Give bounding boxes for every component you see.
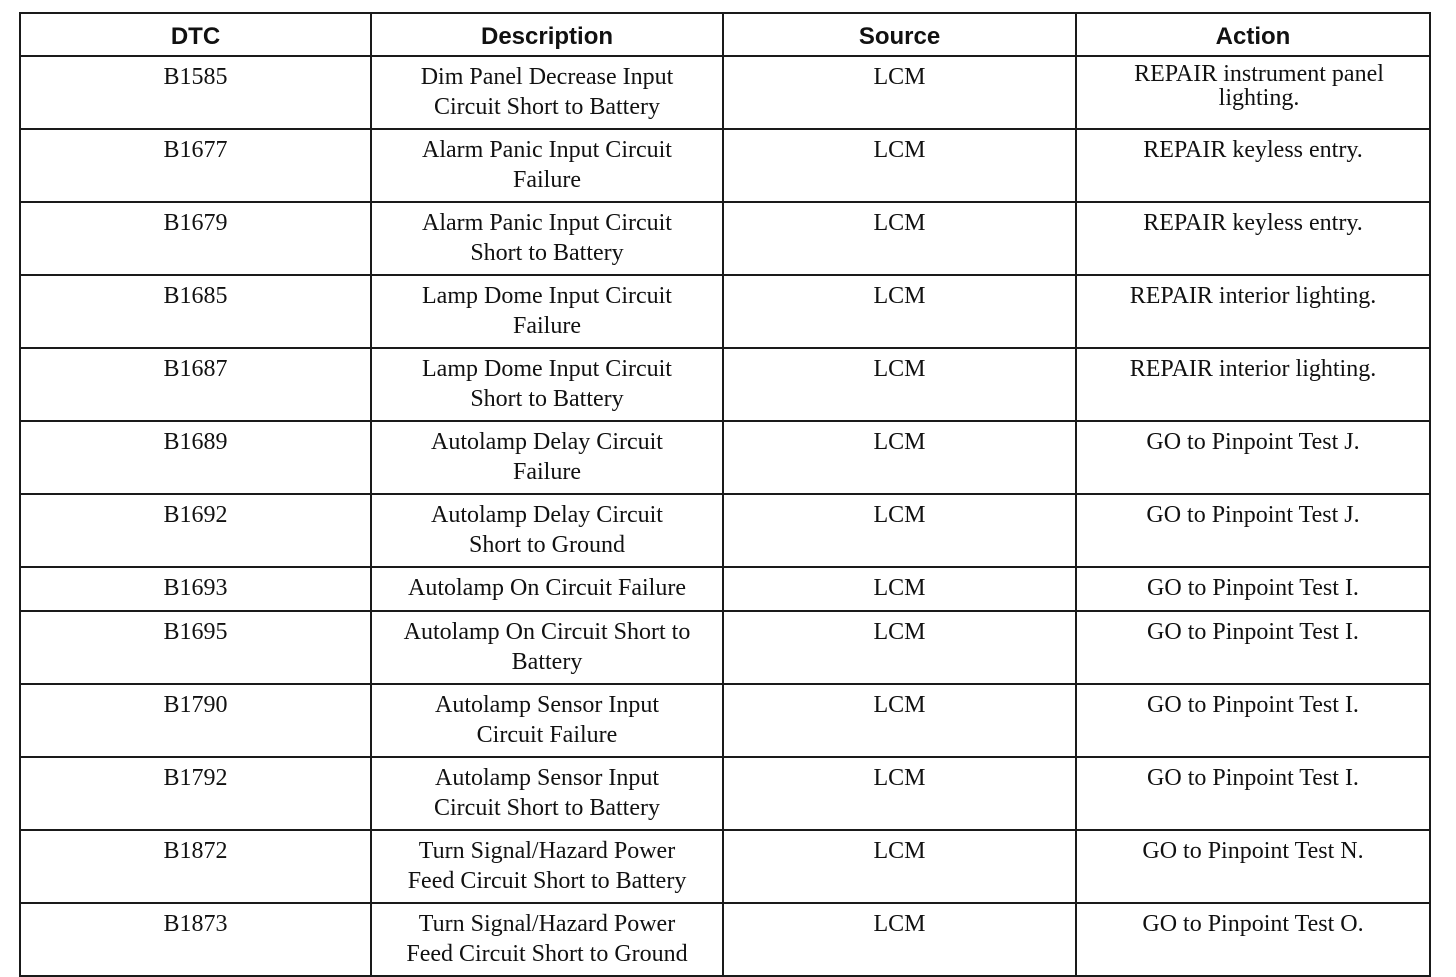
description-cell (371, 567, 723, 611)
dtc-code: B1873 (20, 903, 371, 976)
source-cell: LCM (723, 202, 1076, 275)
description-line-2: Circuit Short to Battery (434, 795, 660, 821)
header-source: Source (723, 13, 1076, 56)
dtc-code: B1692 (20, 494, 371, 567)
action-cell: REPAIR instrument panel lighting. (1076, 56, 1430, 129)
action-cell: GO to Pinpoint Test O. (1076, 903, 1430, 976)
description-line-1: Lamp Dome Input Circuit (422, 283, 672, 309)
description-cell (371, 202, 723, 275)
source-cell: LCM (723, 494, 1076, 567)
description-line-1: Autolamp Delay Circuit (431, 429, 663, 455)
description-line-1: Alarm Panic Input Circuit (422, 137, 672, 163)
action-cell: GO to Pinpoint Test I. (1076, 567, 1430, 611)
dtc-code: B1790 (20, 684, 371, 757)
dtc-code: B1693 (20, 567, 371, 611)
description-line-2: Feed Circuit Short to Ground (406, 941, 688, 967)
source-cell: LCM (723, 757, 1076, 830)
dtc-code: B1792 (20, 757, 371, 830)
table-row (20, 903, 1430, 976)
description-line-2: Feed Circuit Short to Battery (407, 868, 687, 894)
table-row (20, 611, 1430, 684)
source-cell: LCM (723, 129, 1076, 202)
description-cell (371, 129, 723, 202)
source-cell: LCM (723, 421, 1076, 494)
source-cell: LCM (723, 348, 1076, 421)
action-cell: GO to Pinpoint Test N. (1076, 830, 1430, 903)
action-cell: GO to Pinpoint Test I. (1076, 757, 1430, 830)
table-row (20, 129, 1430, 202)
table-row (20, 421, 1430, 494)
description-line-1: Autolamp On Circuit Failure (408, 575, 686, 601)
source-cell: LCM (723, 830, 1076, 903)
description-line-2: Battery (511, 649, 583, 675)
action-cell: GO to Pinpoint Test I. (1076, 611, 1430, 684)
description-line-1: Turn Signal/Hazard Power (418, 838, 676, 864)
description-line-1: Autolamp Sensor Input (435, 692, 659, 718)
description-line-2: Failure (513, 167, 581, 193)
header-action: Action (1076, 13, 1430, 56)
description-cell (371, 56, 723, 129)
action-cell: REPAIR keyless entry. (1076, 202, 1430, 275)
table-row (20, 567, 1430, 611)
description-cell (371, 611, 723, 684)
description-line-2: Short to Battery (470, 240, 624, 266)
description-line-1: Autolamp Delay Circuit (431, 502, 663, 528)
dtc-code: B1687 (20, 348, 371, 421)
description-line-1: Lamp Dome Input Circuit (422, 356, 672, 382)
source-cell: LCM (723, 56, 1076, 129)
source-cell: LCM (723, 275, 1076, 348)
action-cell: GO to Pinpoint Test J. (1076, 421, 1430, 494)
description-cell (371, 684, 723, 757)
table-header-row (20, 13, 1430, 56)
source-cell: LCM (723, 684, 1076, 757)
description-cell (371, 830, 723, 903)
dtc-code: B1679 (20, 202, 371, 275)
header-dtc: DTC (20, 13, 371, 56)
source-cell: LCM (723, 611, 1076, 684)
table-row (20, 684, 1430, 757)
source-cell: LCM (723, 567, 1076, 611)
dtc-code: B1872 (20, 830, 371, 903)
description-line-2: Circuit Short to Battery (434, 94, 660, 120)
description-cell (371, 757, 723, 830)
action-cell: REPAIR keyless entry. (1076, 129, 1430, 202)
description-cell (371, 494, 723, 567)
header-description: Description (371, 13, 723, 56)
table-row (20, 830, 1430, 903)
description-line-1: Autolamp Sensor Input (435, 765, 659, 791)
table-row (20, 202, 1430, 275)
action-cell: GO to Pinpoint Test I. (1076, 684, 1430, 757)
description-line-2: Short to Battery (470, 386, 624, 412)
action-cell: GO to Pinpoint Test J. (1076, 494, 1430, 567)
description-line-1: Turn Signal/Hazard Power (418, 911, 676, 937)
table-row (20, 275, 1430, 348)
dtc-table (19, 12, 1431, 977)
action-cell: REPAIR interior lighting. (1076, 348, 1430, 421)
description-line-1: Autolamp On Circuit Short to (403, 619, 691, 645)
table-row (20, 348, 1430, 421)
source-cell: LCM (723, 903, 1076, 976)
description-cell (371, 348, 723, 421)
description-line-2: Short to Ground (469, 532, 625, 558)
description-cell (371, 275, 723, 348)
dtc-code: B1585 (20, 56, 371, 129)
action-cell: REPAIR interior lighting. (1076, 275, 1430, 348)
description-line-2: Circuit Failure (476, 722, 618, 748)
description-cell (371, 903, 723, 976)
table-row (20, 757, 1430, 830)
dtc-code: B1677 (20, 129, 371, 202)
description-line-2: Failure (513, 313, 581, 339)
description-line-2: Failure (513, 459, 581, 485)
dtc-code: B1689 (20, 421, 371, 494)
dtc-code: B1695 (20, 611, 371, 684)
description-line-1: Alarm Panic Input Circuit (422, 210, 672, 236)
description-cell (371, 421, 723, 494)
table-row (20, 56, 1430, 129)
dtc-code: B1685 (20, 275, 371, 348)
table-row (20, 494, 1430, 567)
description-line-1: Dim Panel Decrease Input (420, 64, 674, 90)
